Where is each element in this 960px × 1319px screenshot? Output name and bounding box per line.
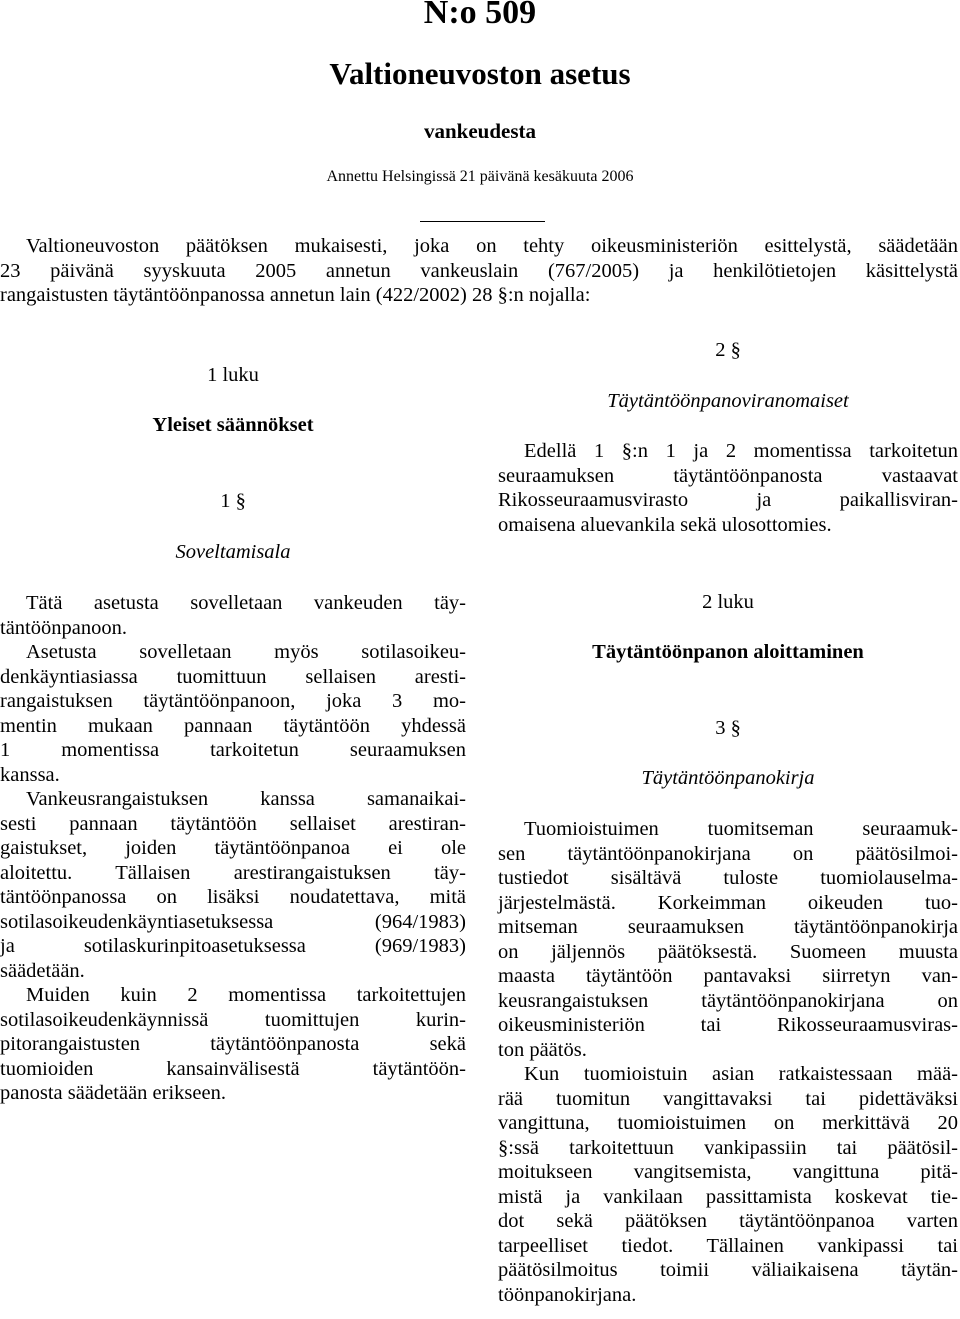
text-line: gaistukset, joiden täytäntöönpanoa ei ole: [0, 837, 466, 859]
text-line: dot sekä päätöksen täytäntöönpanoa varten: [498, 1210, 958, 1232]
section-1-body: [0, 591, 466, 1106]
paragraph: [0, 591, 466, 640]
text-line: panosta säädetään erikseen.: [0, 1082, 226, 1104]
text-line: päätösilmoitus toimii väliaikaisena täytän-: [498, 1259, 958, 1281]
section-2-number: 2 §: [715, 339, 741, 361]
text-line: rää tuomitun vangittavaksi tai pidettäväksi: [498, 1087, 958, 1110]
text-line: kanssa.: [0, 763, 60, 786]
text-line: vangittuna, tuomioistuimen on merkittävä 20: [498, 1112, 958, 1134]
text-line: denkäyntiasiassa tuomittuun sellaisen aresti-: [0, 665, 466, 688]
text-line: Kun tuomioistuin asian ratkaistessaan mää-: [524, 1063, 958, 1085]
document-number: N:o 509: [423, 0, 537, 31]
preamble: [0, 234, 958, 308]
text-line: moitukseen vangitsemista, vangittuna pitä-: [498, 1161, 958, 1183]
paragraph: [498, 1062, 958, 1307]
text-line: Asetusta sovelletaan myös sotilasoikeu-: [26, 641, 466, 663]
chapter-2-heading: 2 luku: [702, 591, 754, 613]
paragraph: [0, 640, 466, 787]
text-line: ja sotilaskurinpitoasetuksessa (969/1983): [0, 935, 466, 957]
text-line: mistä ja vankilaan passittamista koskevat tie-: [498, 1185, 958, 1208]
document-subtitle: vankeudesta: [423, 119, 537, 143]
text-line: on jäljennös päätöksestä. Suomeen muusta: [498, 940, 958, 963]
section-2-title: Täytäntöönpanoviranomaiset: [607, 390, 849, 412]
text-line: ton päätös.: [498, 1038, 587, 1061]
text-line: töönpanokirjana.: [498, 1283, 637, 1306]
text-line: mentin mukaan pannaan täytäntöön yhdessä: [0, 714, 466, 737]
document-title: Valtioneuvoston asetus: [329, 56, 631, 91]
text-line: Rikosseuraamusvirasto ja paikallisviran-: [498, 489, 958, 511]
text-line: järjestelmästä. Korkeimman oikeuden tuo-: [498, 891, 958, 914]
text-line: sesti pannaan täytäntöön sellaiset arestiran-: [0, 812, 466, 835]
text-line: pitorangaistusten täytäntöönpanosta sekä: [0, 1033, 466, 1055]
text-line: omaisena aluevankila sekä ulosottomies.: [498, 513, 832, 536]
section-2-body: [498, 439, 958, 537]
text-line: rangaistuksen täytäntöönpanoon, joka 3 mo-: [0, 690, 466, 712]
text-line: Muiden kuin 2 momentissa tarkoitettujen: [26, 984, 466, 1006]
issue-date: Annettu Helsingissä 21 päivänä kesäkuuta 2006: [326, 168, 634, 185]
preamble-line: 23 päivänä syyskuuta 2005 annetun vankeuslain (767/2005) ja henkilötietojen käsittelystä: [0, 259, 958, 282]
text-line: Tuomioistuimen tuomitseman seuraamuk-: [524, 818, 958, 840]
text-line: maasta täytäntöön pantavaksi siirretyn van-: [498, 965, 958, 987]
chapter-1-title: Yleiset säännökset: [152, 414, 314, 436]
preamble-line: Valtioneuvoston päätöksen mukaisesti, joka on tehty oikeusministeriön esittelystä, säädetään: [26, 235, 958, 257]
preamble-line: rangaistusten täytäntöönpanossa annetun lain (422/2002) 28 §:n nojalla:: [0, 284, 591, 306]
paragraph: [498, 439, 958, 537]
text-line: sotilasoikeudenkäynnissä tuomittujen kurin-: [0, 1008, 466, 1031]
paragraph: [0, 787, 466, 983]
text-line: tuomioiden kansainvälisestä täytäntöön-: [0, 1057, 466, 1080]
section-1-number: 1 §: [220, 490, 246, 512]
text-line: Vankeusrangaistuksen kanssa samanaikai-: [26, 788, 466, 810]
text-line: 1 momentissa tarkoitetun seuraamuksen: [0, 739, 466, 761]
chapter-1-heading: 1 luku: [207, 364, 259, 386]
paragraph: [498, 817, 958, 1062]
text-line: mitseman seuraamuksen täytäntöönpanokirja: [498, 916, 958, 938]
section-3-body: [498, 817, 958, 1307]
text-line: Tätä asetusta sovelletaan vankeuden täy-: [26, 592, 466, 614]
text-line: Edellä 1 §:n 1 ja 2 momentissa tarkoitetun: [524, 440, 958, 462]
text-line: täntöönpanoon.: [0, 616, 127, 639]
section-3-title: Täytäntöönpanokirja: [641, 767, 815, 789]
text-line: sotilasoikeudenkäyntiasetuksessa (964/1983): [0, 910, 466, 933]
section-3-number: 3 §: [715, 717, 741, 739]
text-line: säädetään.: [0, 959, 85, 982]
text-line: tarpeelliset tiedot. Tällainen vankipassi tai: [498, 1234, 958, 1257]
text-line: tustiedot sisältävä tuloste tuomiolauselma-: [498, 867, 958, 889]
header-divider: [420, 221, 545, 222]
text-line: sen täytäntöönpanokirjana on päätösilmoi-: [498, 842, 958, 865]
text-line: keusrangaistuksen täytäntöönpanokirjana on: [498, 989, 958, 1012]
text-line: aloitettu. Tällaisen arestirangaistuksen täy-: [0, 861, 466, 884]
text-line: täntöönpanossa on lisäksi noudatettava, mitä: [0, 886, 466, 908]
text-line: oikeusministeriön tai Rikosseuraamusviras-: [498, 1014, 958, 1036]
text-line: seuraamuksen täytäntöönpanosta vastaavat: [498, 464, 958, 487]
section-1-title: Soveltamisala: [175, 541, 291, 563]
paragraph: [0, 983, 466, 1106]
chapter-2-title: Täytäntöönpanon aloittaminen: [592, 641, 864, 663]
text-line: §:ssä tarkoitettuun vankipassiin tai päätösil-: [498, 1136, 958, 1159]
